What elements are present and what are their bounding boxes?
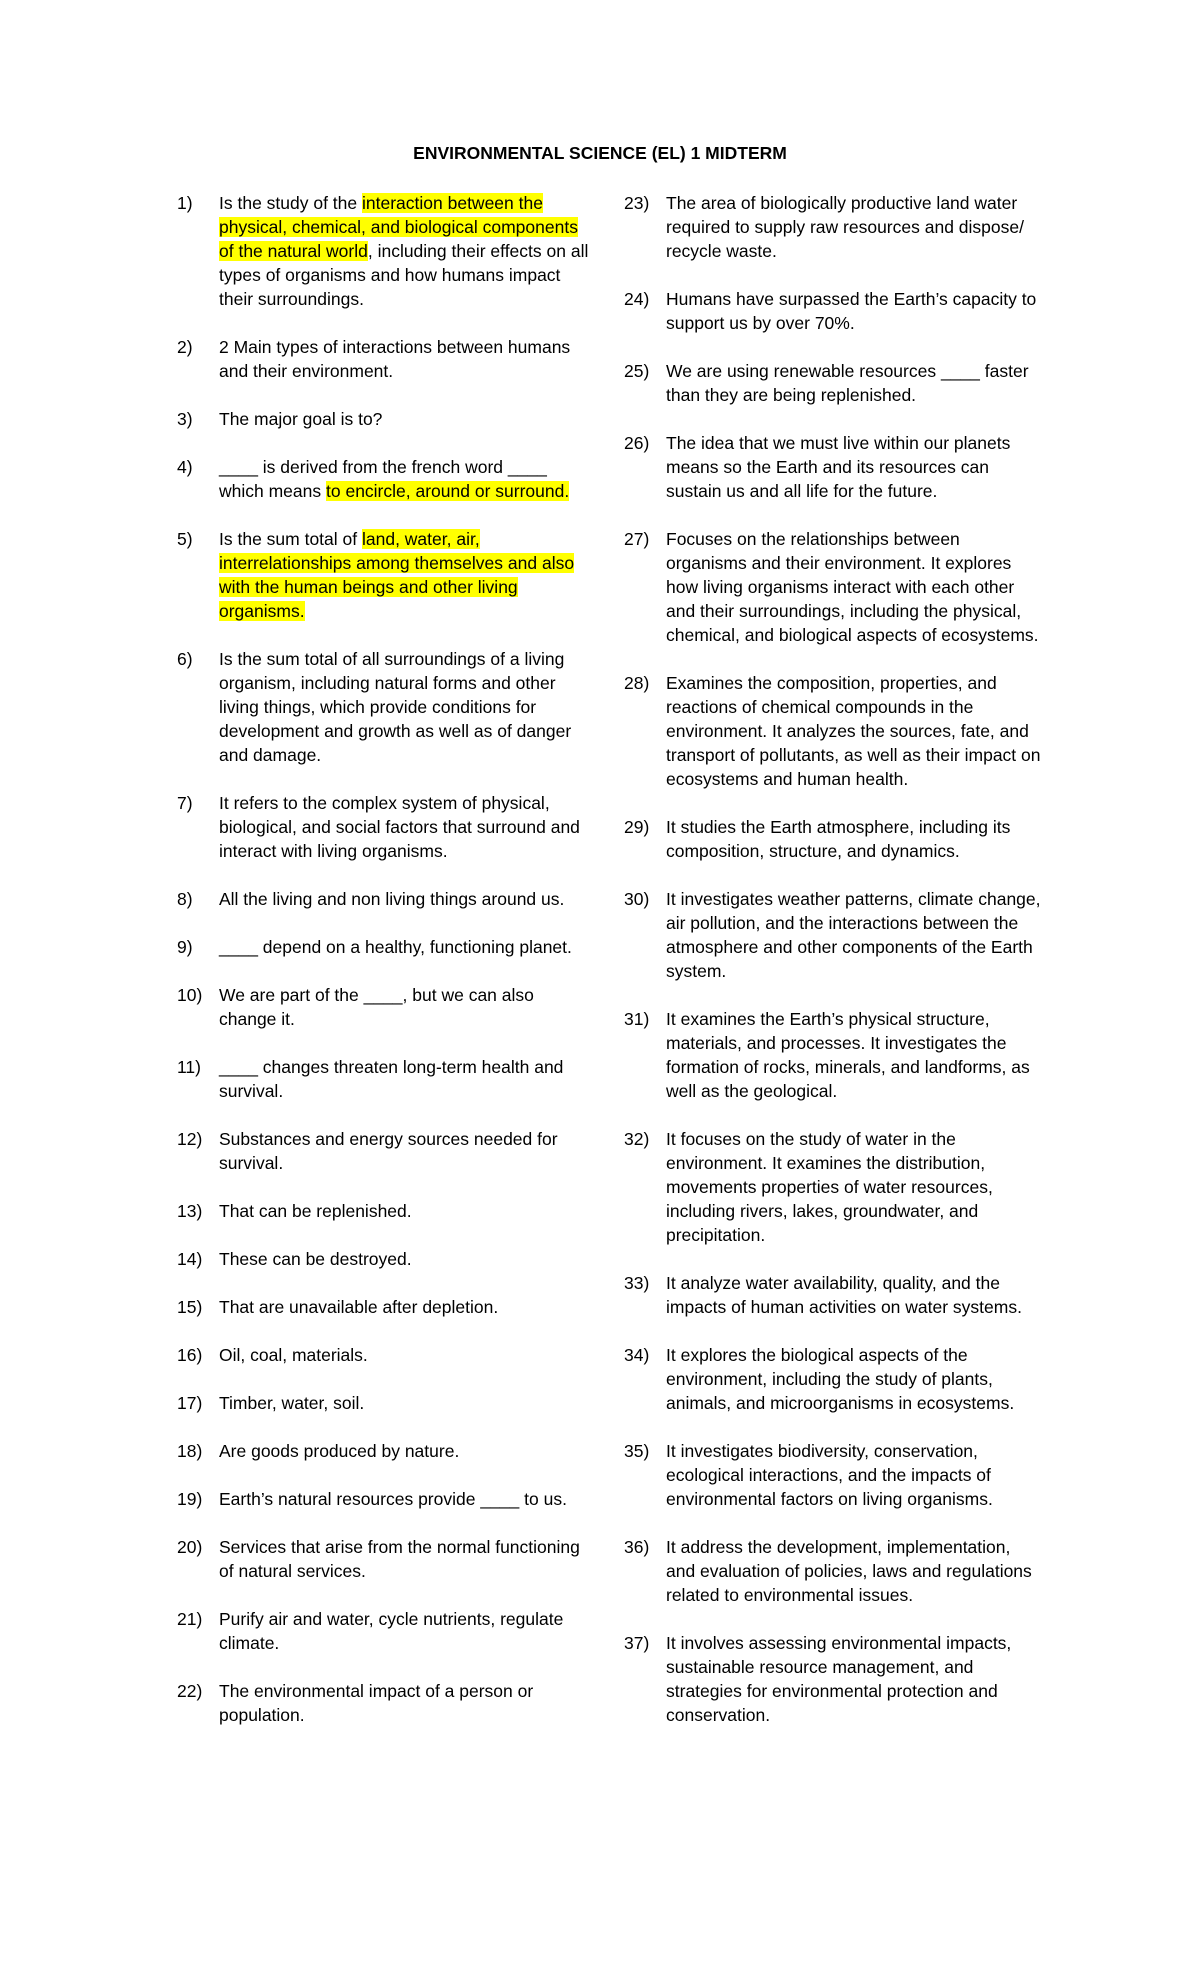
- question-text: [219, 527, 593, 623]
- question-text-part: It studies the Earth atmosphere, including its composition, structure, and dynamics.: [666, 817, 1011, 861]
- question-number: 29): [624, 817, 650, 837]
- question-item: [624, 1439, 1042, 1511]
- question-number: 31): [624, 1009, 650, 1029]
- question-text: [219, 1199, 593, 1223]
- highlighted-text: interaction between the physical, chemical, and biological components of the natural world: [219, 193, 578, 261]
- question-text-part: It examines the Earth’s physical structure, materials, and processes. It investigates the formation of rocks, minerals, and landforms, as well as the geological.: [666, 1009, 1030, 1101]
- question-text: [219, 1679, 593, 1727]
- question-number: 33): [624, 1273, 650, 1293]
- question-text-part: ____ is derived from the french word ____ which means: [219, 457, 547, 501]
- question-item: [624, 1535, 1042, 1607]
- question-text-part: Oil, coal, materials.: [219, 1345, 368, 1365]
- question-text-part: Purify air and water, cycle nutrients, regulate climate.: [219, 1609, 564, 1653]
- question-text-part: Is the sum total of: [219, 529, 362, 549]
- question-text-part: Substances and energy sources needed for survival.: [219, 1129, 558, 1173]
- question-text-part: It involves assessing environmental impacts, sustainable resource management, and strategies for environmental protection and conservation.: [666, 1633, 1012, 1725]
- question-text-part: Examines the composition, properties, and reactions of chemical compounds in the environment. It analyzes the sources, fate, and transport of pollutants, as well as their impact on ecosystems and human health.: [666, 673, 1041, 789]
- question-number: 24): [624, 289, 650, 309]
- question-list-right: [624, 191, 1042, 1751]
- question-text-part: It investigates biodiversity, conservation, ecological interactions, and the impacts of environmental factors on living organisms.: [666, 1441, 993, 1509]
- question-number: 13): [177, 1201, 203, 1221]
- question-text-part: It analyze water availability, quality, and the impacts of human activities on water systems.: [666, 1273, 1022, 1317]
- question-text-part: It address the development, implementation, and evaluation of policies, laws and regulations related to environmental issues.: [666, 1537, 1032, 1605]
- question-text: [219, 983, 593, 1031]
- question-number: 25): [624, 361, 650, 381]
- question-text-part: We are using renewable resources ____ faster than they are being replenished.: [666, 361, 1029, 405]
- question-item: [177, 1199, 593, 1223]
- question-item: [624, 887, 1042, 983]
- question-text: [219, 1247, 593, 1271]
- question-text: [219, 335, 593, 383]
- question-text: [219, 1295, 593, 1319]
- question-text-part: The major goal is to?: [219, 409, 383, 429]
- question-item: [177, 407, 593, 431]
- question-number: 27): [624, 529, 650, 549]
- question-text: [219, 1607, 593, 1655]
- question-text-part: The area of biologically productive land water required to supply raw resources and dispose/ recycle waste.: [666, 193, 1024, 261]
- question-text-part: The environmental impact of a person or population.: [219, 1681, 534, 1725]
- question-item: [624, 1127, 1042, 1247]
- question-item: [177, 983, 593, 1031]
- question-text-part: That can be replenished.: [219, 1201, 412, 1221]
- question-number: 4): [177, 457, 193, 477]
- question-number: 34): [624, 1345, 650, 1365]
- question-text: [219, 935, 593, 959]
- question-text-part: It refers to the complex system of physical, biological, and social factors that surround and interact with living organisms.: [219, 793, 580, 861]
- question-text: [666, 1535, 1042, 1607]
- question-list-left: [177, 191, 593, 1751]
- question-item: [624, 671, 1042, 791]
- question-text: [219, 1391, 593, 1415]
- question-item: [177, 335, 593, 383]
- question-text: [219, 455, 593, 503]
- question-text: [219, 1343, 593, 1367]
- question-item: [624, 1343, 1042, 1415]
- question-text: [219, 1439, 593, 1463]
- question-text-part: These can be destroyed.: [219, 1249, 412, 1269]
- question-text-part: All the living and non living things around us.: [219, 889, 565, 909]
- question-item: [177, 935, 593, 959]
- question-item: [624, 1271, 1042, 1319]
- question-number: 2): [177, 337, 193, 357]
- question-text: [666, 527, 1042, 647]
- question-text-part: Earth’s natural resources provide ____ to us.: [219, 1489, 567, 1509]
- question-text: [666, 1631, 1042, 1727]
- question-item: [624, 527, 1042, 647]
- question-number: 1): [177, 193, 193, 213]
- question-number: 8): [177, 889, 193, 909]
- question-number: 26): [624, 433, 650, 453]
- question-text: [219, 1127, 593, 1175]
- question-number: 17): [177, 1393, 203, 1413]
- question-text: [666, 1439, 1042, 1511]
- question-text: [666, 359, 1042, 407]
- question-number: 21): [177, 1609, 203, 1629]
- question-text: [666, 1127, 1042, 1247]
- question-text: [219, 647, 593, 767]
- question-text-part: We are part of the ____, but we can also change it.: [219, 985, 534, 1029]
- question-number: 37): [624, 1633, 650, 1653]
- question-text: [666, 1271, 1042, 1319]
- question-number: 7): [177, 793, 193, 813]
- question-text-part: It investigates weather patterns, climate change, air pollution, and the interactions between the atmosphere and other components of the Earth system.: [666, 889, 1041, 981]
- question-number: 14): [177, 1249, 203, 1269]
- question-text-part: Focuses on the relationships between organisms and their environment. It explores how living organisms interact with each other and their surroundings, including the physical, chemical, and biological aspects of ecosystems.: [666, 529, 1039, 645]
- question-item: [177, 647, 593, 767]
- question-text-part: 2 Main types of interactions between humans and their environment.: [219, 337, 571, 381]
- question-text-part: Is the sum total of all surroundings of a living organism, including natural forms and other living things, which provide conditions for development and growth as well as of danger and damage.: [219, 649, 572, 765]
- highlighted-text: to encircle, around or surround.: [326, 481, 570, 501]
- question-item: [177, 1535, 593, 1583]
- question-number: 12): [177, 1129, 203, 1149]
- question-text-part: ____ depend on a healthy, functioning planet.: [219, 937, 572, 957]
- question-number: 22): [177, 1681, 203, 1701]
- question-text: [666, 1343, 1042, 1415]
- question-number: 18): [177, 1441, 203, 1461]
- question-text: [219, 791, 593, 863]
- question-item: [177, 1055, 593, 1103]
- question-text: [666, 431, 1042, 503]
- question-item: [624, 191, 1042, 263]
- question-item: [177, 1487, 593, 1511]
- document-title: ENVIRONMENTAL SCIENCE (EL) 1 MIDTERM: [413, 143, 787, 163]
- question-item: [624, 1007, 1042, 1103]
- question-item: [177, 1295, 593, 1319]
- question-text: [219, 887, 593, 911]
- question-item: [177, 1247, 593, 1271]
- question-item: [624, 815, 1042, 863]
- question-text: [666, 815, 1042, 863]
- question-number: 3): [177, 409, 193, 429]
- question-item: [624, 1631, 1042, 1727]
- question-number: 16): [177, 1345, 203, 1365]
- question-number: 30): [624, 889, 650, 909]
- question-number: 20): [177, 1537, 203, 1557]
- question-item: [624, 359, 1042, 407]
- question-item: [177, 1607, 593, 1655]
- question-number: 10): [177, 985, 203, 1005]
- question-text-part: Is the study of the: [219, 193, 362, 213]
- question-number: 35): [624, 1441, 650, 1461]
- question-text-part: Timber, water, soil.: [219, 1393, 365, 1413]
- question-text-part: ____ changes threaten long-term health and survival.: [219, 1057, 564, 1101]
- question-text: [219, 1055, 593, 1103]
- highlighted-text: land, water, air, interrelationships among themselves and also with the human beings and other living organisms.: [219, 529, 575, 621]
- question-item: [177, 1127, 593, 1175]
- question-item: [624, 287, 1042, 335]
- question-text-part: It explores the biological aspects of the environment, including the study of plants, animals, and microorganisms in ecosystems.: [666, 1345, 1015, 1413]
- question-text: [666, 1007, 1042, 1103]
- question-item: [177, 527, 593, 623]
- question-item: [177, 887, 593, 911]
- question-text-part: The idea that we must live within our planets means so the Earth and its resources can sustain us and all life for the future.: [666, 433, 1011, 501]
- question-text: [219, 407, 593, 431]
- question-number: 15): [177, 1297, 203, 1317]
- question-number: 36): [624, 1537, 650, 1557]
- question-item: [177, 1343, 593, 1367]
- question-number: 23): [624, 193, 650, 213]
- question-item: [177, 455, 593, 503]
- question-text-part: Are goods produced by nature.: [219, 1441, 460, 1461]
- question-text: [219, 191, 593, 311]
- question-number: 11): [177, 1057, 201, 1077]
- question-text-part: Services that arise from the normal functioning of natural services.: [219, 1537, 580, 1581]
- question-text-part: Humans have surpassed the Earth’s capacity to support us by over 70%.: [666, 289, 1037, 333]
- question-item: [177, 191, 593, 311]
- question-text: [666, 287, 1042, 335]
- question-text: [666, 671, 1042, 791]
- question-item: [624, 431, 1042, 503]
- question-text: [219, 1487, 593, 1511]
- question-item: [177, 791, 593, 863]
- question-number: 19): [177, 1489, 203, 1509]
- question-text: [666, 191, 1042, 263]
- question-text: [666, 887, 1042, 983]
- question-text-part: , including their effects on all types of organisms and how humans impact their surroundings.: [219, 241, 589, 309]
- question-text-part: That are unavailable after depletion.: [219, 1297, 499, 1317]
- question-number: 9): [177, 937, 193, 957]
- question-number: 28): [624, 673, 650, 693]
- question-number: 5): [177, 529, 193, 549]
- question-item: [177, 1439, 593, 1463]
- question-number: 6): [177, 649, 193, 669]
- question-text: [219, 1535, 593, 1583]
- question-item: [177, 1679, 593, 1727]
- question-item: [177, 1391, 593, 1415]
- question-text-part: It focuses on the study of water in the environment. It examines the distribution, movements properties of water resources, including rivers, lakes, groundwater, and precipitation.: [666, 1129, 993, 1245]
- question-number: 32): [624, 1129, 650, 1149]
